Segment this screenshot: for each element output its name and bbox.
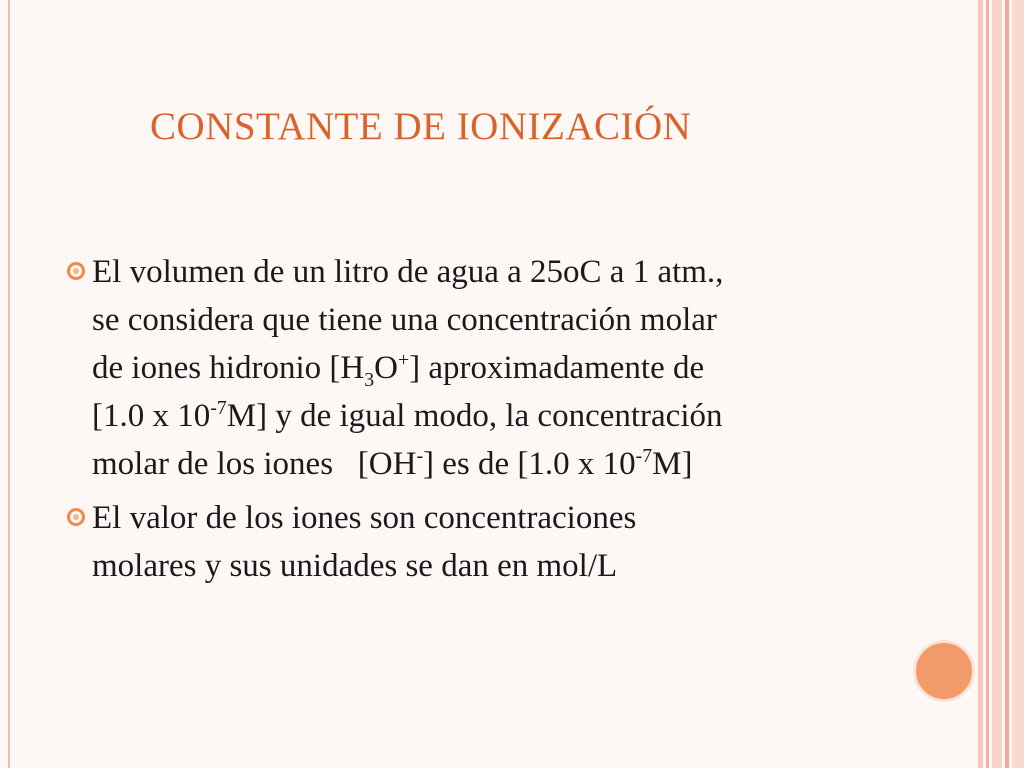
slide-title: CONSTANTE DE IONIZACIÓN	[150, 105, 692, 148]
bullet-line: El volumen de un litro de agua a 25oC a 1 atm.,	[92, 254, 724, 290]
bullet-line: [1.0 x $10^{-7}M$] y de igual modo, la concentración	[92, 397, 723, 434]
decorative-stripe	[986, 0, 989, 768]
superscript: +	[397, 349, 410, 371]
bullet-line: se considera que tiene una concentración molar	[92, 302, 717, 338]
bullet-item	[66, 494, 886, 590]
superscript: -	[416, 445, 424, 467]
decorative-stripe	[992, 0, 1002, 768]
bullet-line: El valor de los iones son concentraciones	[92, 500, 637, 536]
circle-bullet-icon	[66, 507, 86, 527]
decorative-stripe	[1012, 0, 1024, 768]
bullet-line: molares y sus unidades se dan en mol/L	[92, 548, 618, 584]
decorative-stripe	[1005, 0, 1009, 768]
decorative-circle	[913, 640, 975, 702]
superscript: -7	[635, 445, 653, 467]
superscript: -7	[210, 397, 227, 419]
bullet-line: molar de los iones [OH-] es de [1.0 x $10^{-7}M$]	[92, 445, 693, 482]
subscript: 3	[364, 368, 375, 391]
left-border-line	[8, 0, 10, 768]
bullet-item	[66, 248, 886, 488]
decorative-stripe	[978, 0, 983, 768]
bullet-list	[66, 248, 886, 596]
bullet-line: de iones hidronio $[H_3O^+]$ aproximadamente de	[92, 349, 705, 391]
circle-bullet-icon	[66, 261, 86, 281]
